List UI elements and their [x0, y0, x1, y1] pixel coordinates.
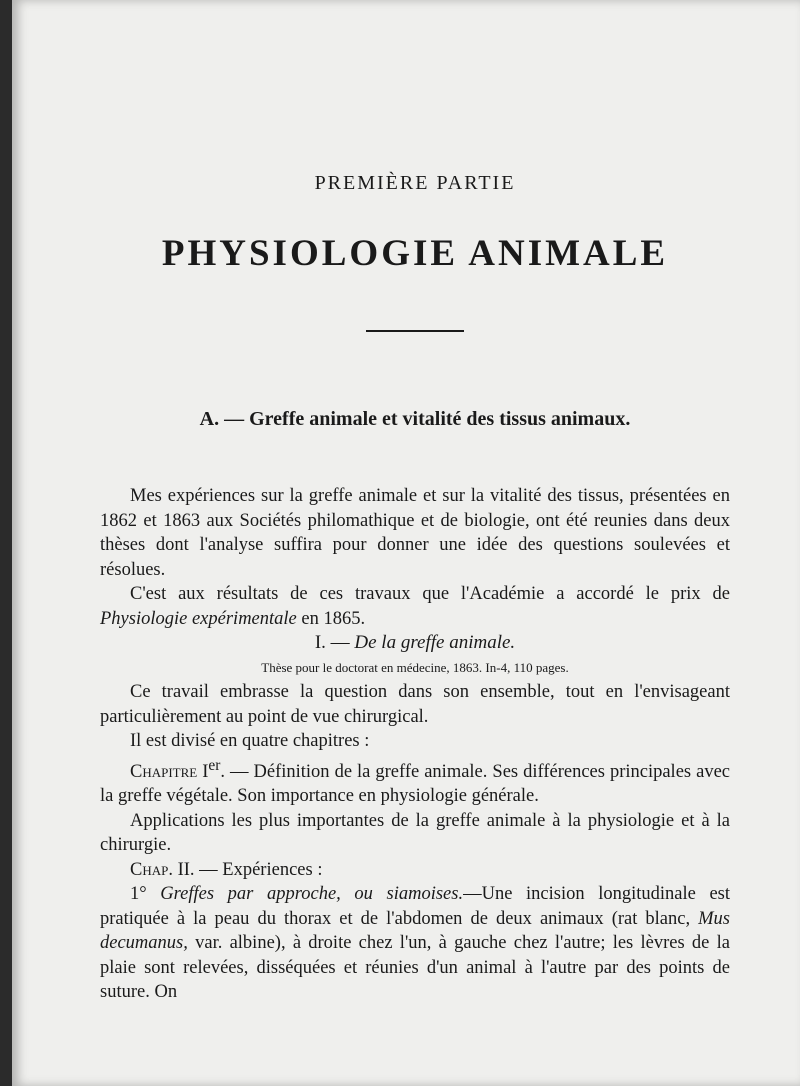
chapter-2: [100, 858, 730, 883]
paragraph-applications: Applications les plus importantes de la greffe animale à la physiologie et à la chirurgie.: [100, 810, 730, 856]
prize-year: en 1865.: [296, 608, 366, 629]
chapter-1: [100, 754, 730, 809]
paragraph-chapters: Il est divisé en quatre chapitres :: [130, 731, 370, 751]
subsection-title: [100, 631, 730, 656]
item-1-italic: Greffes par approche, ou siamoises.: [160, 884, 464, 905]
thesis-note: Thèse pour le doctorat en médecine, 1863. In-4, 110 pages.: [261, 659, 569, 675]
section-heading: A. — Greffe animale et vitalité des tissus animaux.: [199, 408, 631, 430]
item-1-text-2: var. albine), à droite chez l'un, à gauche chez l'autre; les lèvres de la plaie sont relevées, disséquées et réunies d'un animal à l'autre par des points de suture. On: [100, 933, 730, 1003]
paragraph-intro: Mes expériences sur la greffe animale et sur la vitalité des tissus, présentées en 1862 et 1863 aux Sociétés philomathique et de biologie, ont été reunies dans deux thèses dont l'analyse suffira pour donner une idée des questions soulevées et résolues.: [100, 486, 730, 580]
chapter-2-label: Chap. II.: [130, 859, 195, 880]
paragraph-prize: [100, 582, 730, 631]
item-1-text: —Une incision longitudinale est pratiquée à la peau du thorax et de l'abdomen de deux animaux (rat blanc,: [100, 884, 730, 929]
paragraph-scope: Ce travail embrasse la question dans son ensemble, tout en l'envisageant particulièrement au point de vue chirurgical.: [100, 682, 730, 727]
chapter-1-label: Chapitre I: [130, 761, 209, 782]
prize-text: C'est aux résultats de ces travaux que l'Académie a accordé le prix de: [130, 584, 730, 604]
chapter-2-text: — Expériences :: [194, 859, 323, 880]
subsection-title-text: De la greffe animale.: [354, 632, 516, 653]
item-1: [100, 882, 730, 1005]
chapter-1-sup: er: [208, 756, 221, 774]
item-1-species: Mus decumanus,: [100, 908, 730, 954]
part-heading: PREMIÈRE PARTIE: [314, 172, 516, 194]
chapter-1-text: . — Définition de la greffe animale. Ses différences principales avec la greffe végétale. Son importance en physiologie générale.: [100, 761, 731, 807]
item-1-number: 1°: [130, 884, 161, 905]
prize-italic: Physiologie expérimentale: [100, 608, 297, 629]
body-text: [100, 484, 730, 1005]
main-title: PHYSIOLOGIE ANIMALE: [161, 233, 669, 274]
divider-rule: [366, 330, 464, 332]
page: [12, 0, 800, 1086]
subsection-number: I. —: [314, 632, 355, 653]
